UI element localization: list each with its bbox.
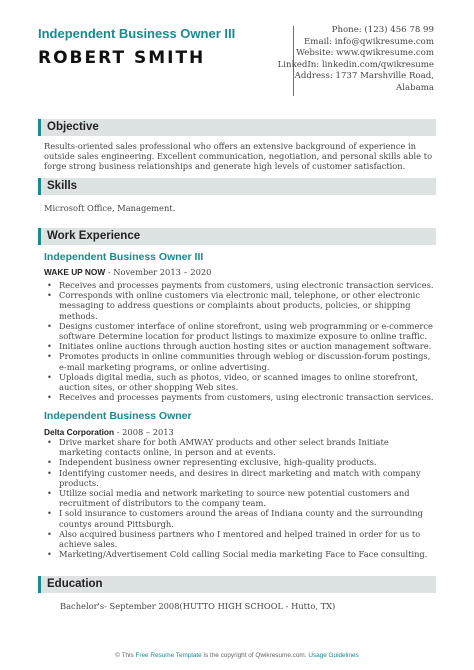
footer-middle: is the copyright of Qwikresume.com.: [201, 652, 309, 659]
list-item: • Receives and processes payments from customers, using electronic transaction services.: [44, 280, 434, 290]
job-1-dates: - November 2013 – 2020: [105, 267, 212, 277]
contact-block: [278, 25, 434, 95]
list-item: • Receives and processes payments from customers, using electronic transaction services.: [44, 392, 434, 402]
resume-header: [0, 0, 474, 98]
job-2-title: Independent Business Owner: [44, 410, 192, 422]
job-2-dates: - 2008 – 2013: [114, 427, 174, 437]
job-1-bullets: [44, 280, 434, 402]
list-item: • Independent business owner representing exclusive, high-quality products.: [44, 457, 434, 467]
job-1-title: Independent Business Owner III: [44, 251, 204, 263]
skills-text: Microsoft Office, Management.: [44, 203, 176, 213]
job-1-company: WAKE UP NOW: [44, 267, 106, 277]
contact-website[interactable]: Website: www.qwikresume.com: [296, 48, 434, 59]
list-item: • Identifying customer needs, and desires in direct marketing and match with company products.: [44, 468, 434, 488]
list-item: • Designs customer interface of online storefront, using web programming or e-commerce software Determine location for product listings to maximize exposure to online traffic.: [44, 321, 434, 341]
section-title-work-experience: Work Experience: [47, 230, 141, 242]
list-item: • Also acquired business partners who I mentored and helped trained in order for us to achieve sales.: [44, 529, 434, 549]
contact-linkedin[interactable]: LinkedIn: linkedin.com/qwikresume: [277, 59, 434, 70]
list-item: • I sold insurance to customers around the areas of Indiana county and the surrounding countys around Pittsburgh.: [44, 508, 434, 528]
footer: [0, 652, 474, 659]
list-item: • Promotes products in online communities through weblog or discussion-forum postings, e-mail marketing programs, or online advertising.: [44, 351, 434, 371]
contact-address: Address: 1737 Marshville Road,: [294, 71, 434, 82]
list-item: • Marketing/Advertisement Cold calling Social media marketing Face to Face consulting.: [44, 549, 434, 559]
free-template-link[interactable]: Free Resume Template: [135, 652, 202, 659]
contact-phone: Phone: (123) 456 78 99: [331, 25, 434, 35]
footer-prefix: © This: [115, 652, 136, 659]
list-item: • Corresponds with online customers via electronic mail, telephone, or other electronic messaging to address questions or complaints about products, policies, or shipping methods.: [44, 290, 434, 321]
list-item: • Initiates online auctions through auction hosting sites or auction management software.: [44, 341, 434, 351]
list-item: • Utilize social media and network marketing to source new potential customers and recruitment of distributors to the company team.: [44, 488, 434, 508]
section-skills: [38, 178, 436, 195]
contact-address-state: Alabama: [396, 82, 434, 93]
section-education: [38, 576, 436, 593]
section-objective: [38, 119, 436, 136]
job-2-company: Delta Corporation: [44, 427, 115, 437]
section-work-experience: [38, 228, 436, 245]
section-title-objective: Objective: [47, 121, 99, 133]
education-text: Bachelor's- September 2008(HUTTO HIGH SCHOOL - Hutto, TX): [60, 601, 336, 611]
job-2-company-line: [44, 427, 174, 437]
contact-email[interactable]: Email: info@qwikresume.com: [304, 36, 434, 47]
job-title: Independent Business Owner III: [38, 26, 236, 41]
section-title-skills: Skills: [47, 180, 78, 192]
list-item: • Drive market share for both AMWAY products and other select brands Initiate marketing contacts online, in person and at events.: [44, 437, 434, 457]
job-2-bullets: [44, 437, 434, 559]
list-item: • Uploads digital media, such as photos, video, or scanned images to online storefront, auction sites, or other shopping Web sites.: [44, 372, 434, 392]
section-title-education: Education: [47, 578, 103, 590]
objective-text: Results-oriented sales professional who offers an extensive background of experience in outside sales engineering. Excellent communication, negotiation, and personal skills able to forge strong business relationships and generate high levels of customer satisfaction.: [44, 141, 433, 172]
job-1-company-line: [44, 267, 211, 277]
candidate-name: ROBERT SMITH: [38, 48, 206, 68]
usage-guidelines-link[interactable]: Usage Guidelines: [308, 652, 359, 659]
